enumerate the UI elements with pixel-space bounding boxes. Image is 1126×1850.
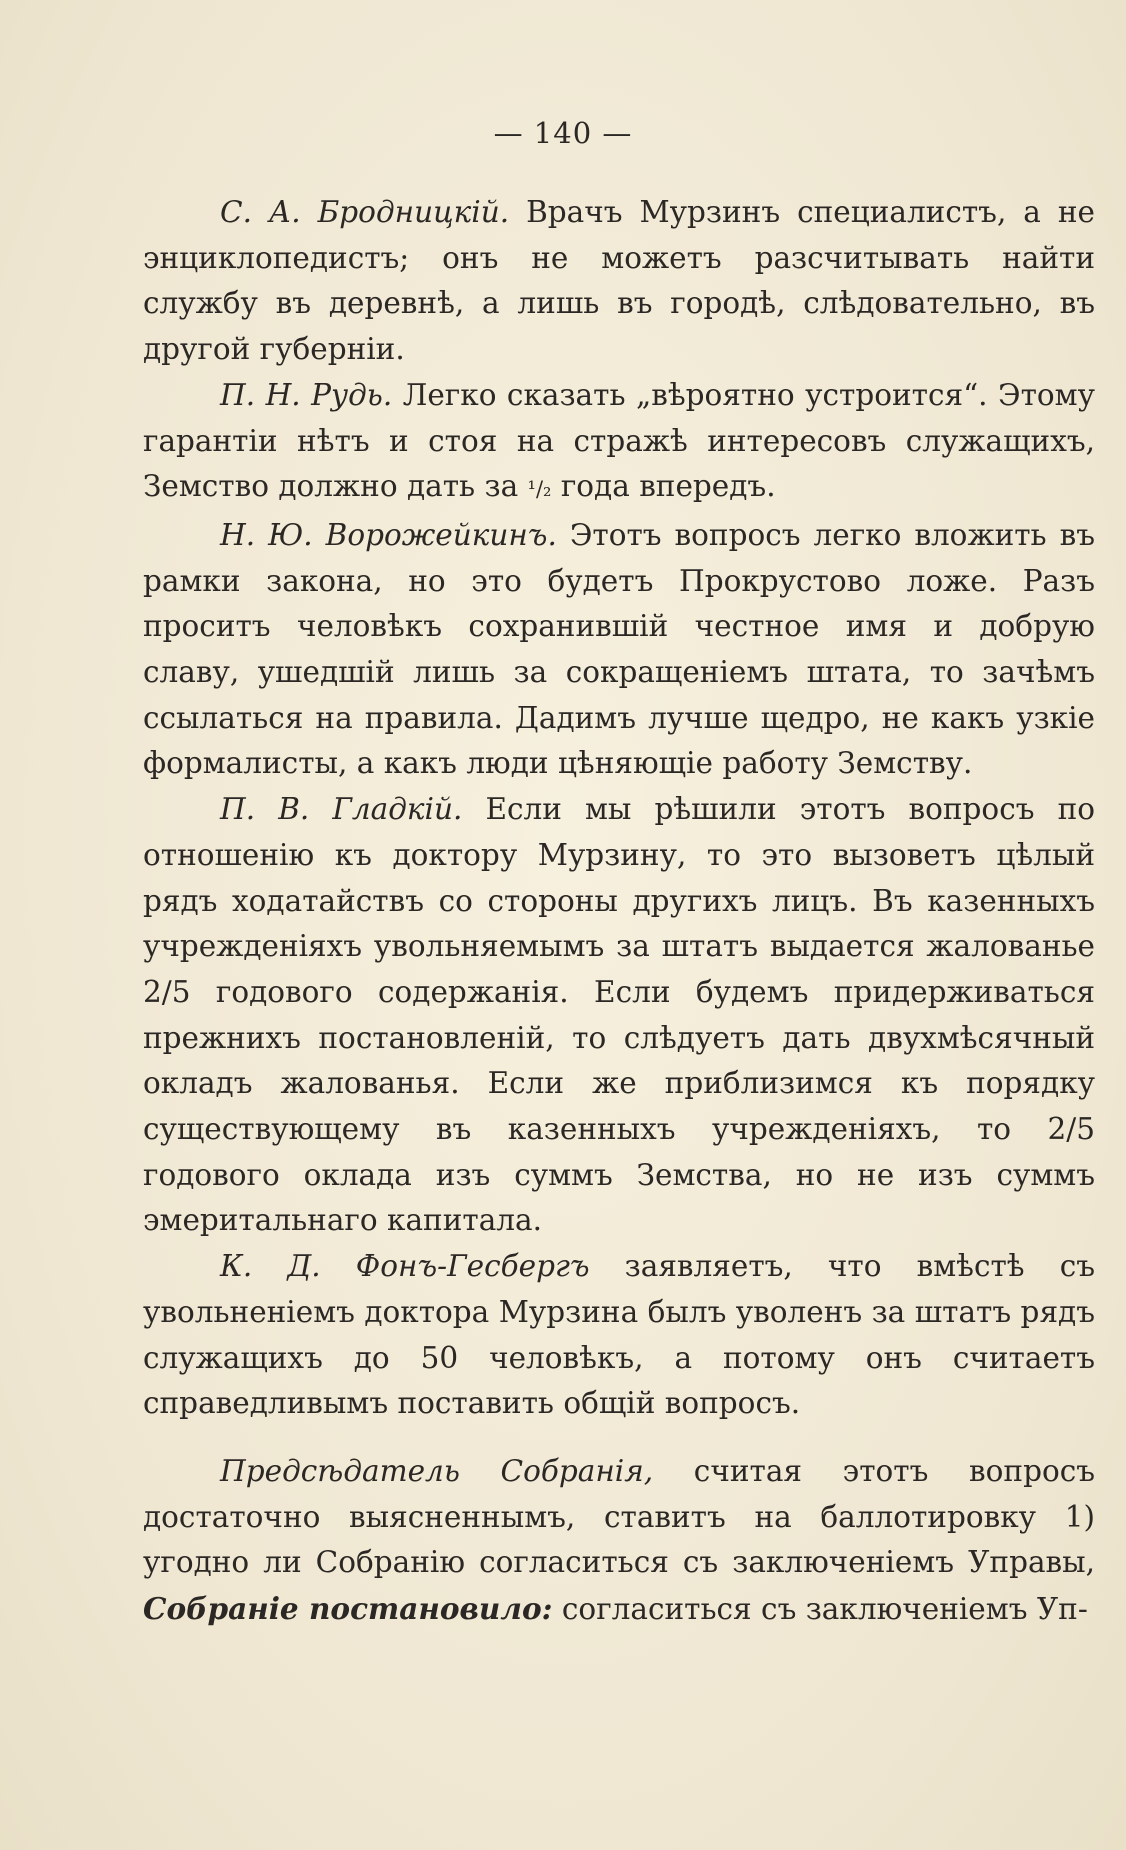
decision-label: Собраніе постановило: [143,1591,553,1627]
paragraph-text: заявляетъ, что вмѣстѣ съ увольненіемъ доктора Мурзина былъ уволенъ за штатъ рядъ служащихъ до 50 человѣкъ, а потому онъ считаетъ справедливымъ поставить общій вопросъ. [143,1249,1095,1421]
paragraph-text: Врачъ Мурзинъ специалистъ, а не энциклопедистъ; онъ не можетъ разсчитывать найти службу въ деревнѣ, а лишь въ городѣ, слѣдовательно, въ другой губерніи. [143,195,1095,367]
speaker-name: С. А. Бродницкій. [220,195,510,229]
fraction-half: ¹/₂ [527,477,552,502]
speaker-name: К. Д. Фонъ-Гесбергъ [220,1249,590,1284]
paragraph-text-tail: года впередъ. [551,469,776,504]
speaker-name: П. В. Гладкій. [220,792,463,827]
paragraph-gesberg [143,1244,1095,1427]
paragraph-text: Если мы рѣшили этотъ вопросъ по отношенію къ доктору Мурзину, то это вызоветъ цѣлый рядъ ходатайствъ со стороны другихъ лицъ. Въ казенныхъ учрежденіяхъ увольняемымъ за штатъ выдается жалованье 2/5 годового содержанія. Если будемъ придерживаться прежнихъ постановленій, то слѣдуетъ дать двухмѣсячный окладъ жалованья. Если же приблизимся къ порядку существующему въ казенныхъ учрежденіяхъ, то 2/5 годового оклада изъ суммъ Земства, но не изъ суммъ эмеритальнаго капитала. [143,792,1095,1238]
speaker-name: Н. Ю. Ворожейкинъ. [220,517,557,552]
paragraph-vorozheikin [143,513,1095,787]
paragraph-rud [143,373,1095,513]
decision-text: согласиться съ заключеніемъ Уп- [552,1592,1088,1627]
speaker-name: Предсѣдатель Собранія, [220,1453,654,1488]
paragraph-chairman [143,1449,1095,1633]
paragraph-text: считая этотъ вопросъ достаточно выясненнымъ, ставитъ на баллотировку 1) угодно ли Собранію согласиться съ заключеніемъ Управы, [143,1453,1096,1580]
paragraph-text: Легко сказать „вѣроятно устроится“. Этому гарантіи нѣтъ и стоя на стражѣ интересовъ служащихъ, Земство должно дать за [143,377,1095,504]
speaker-name: П. Н. Рудь. [220,377,393,412]
paragraph-gladky [143,787,1095,1244]
page-number: — 140 — [493,116,633,150]
page-body [143,190,1095,1633]
paragraph-brodnitsky [143,190,1095,373]
paragraph-text: Этотъ вопросъ легко вложить въ рамки закона, но это будетъ Прокрустово ложе. Разъ проситъ человѣкъ сохранившій честное имя и добрую славу, ушедшій лишь за сокращеніемъ штата, то зачѣмъ ссылаться на правила. Дадимъ лучше щедро, не какъ узкіе формалисты, а какъ люди цѣняющіе работу Земству. [143,517,1095,781]
